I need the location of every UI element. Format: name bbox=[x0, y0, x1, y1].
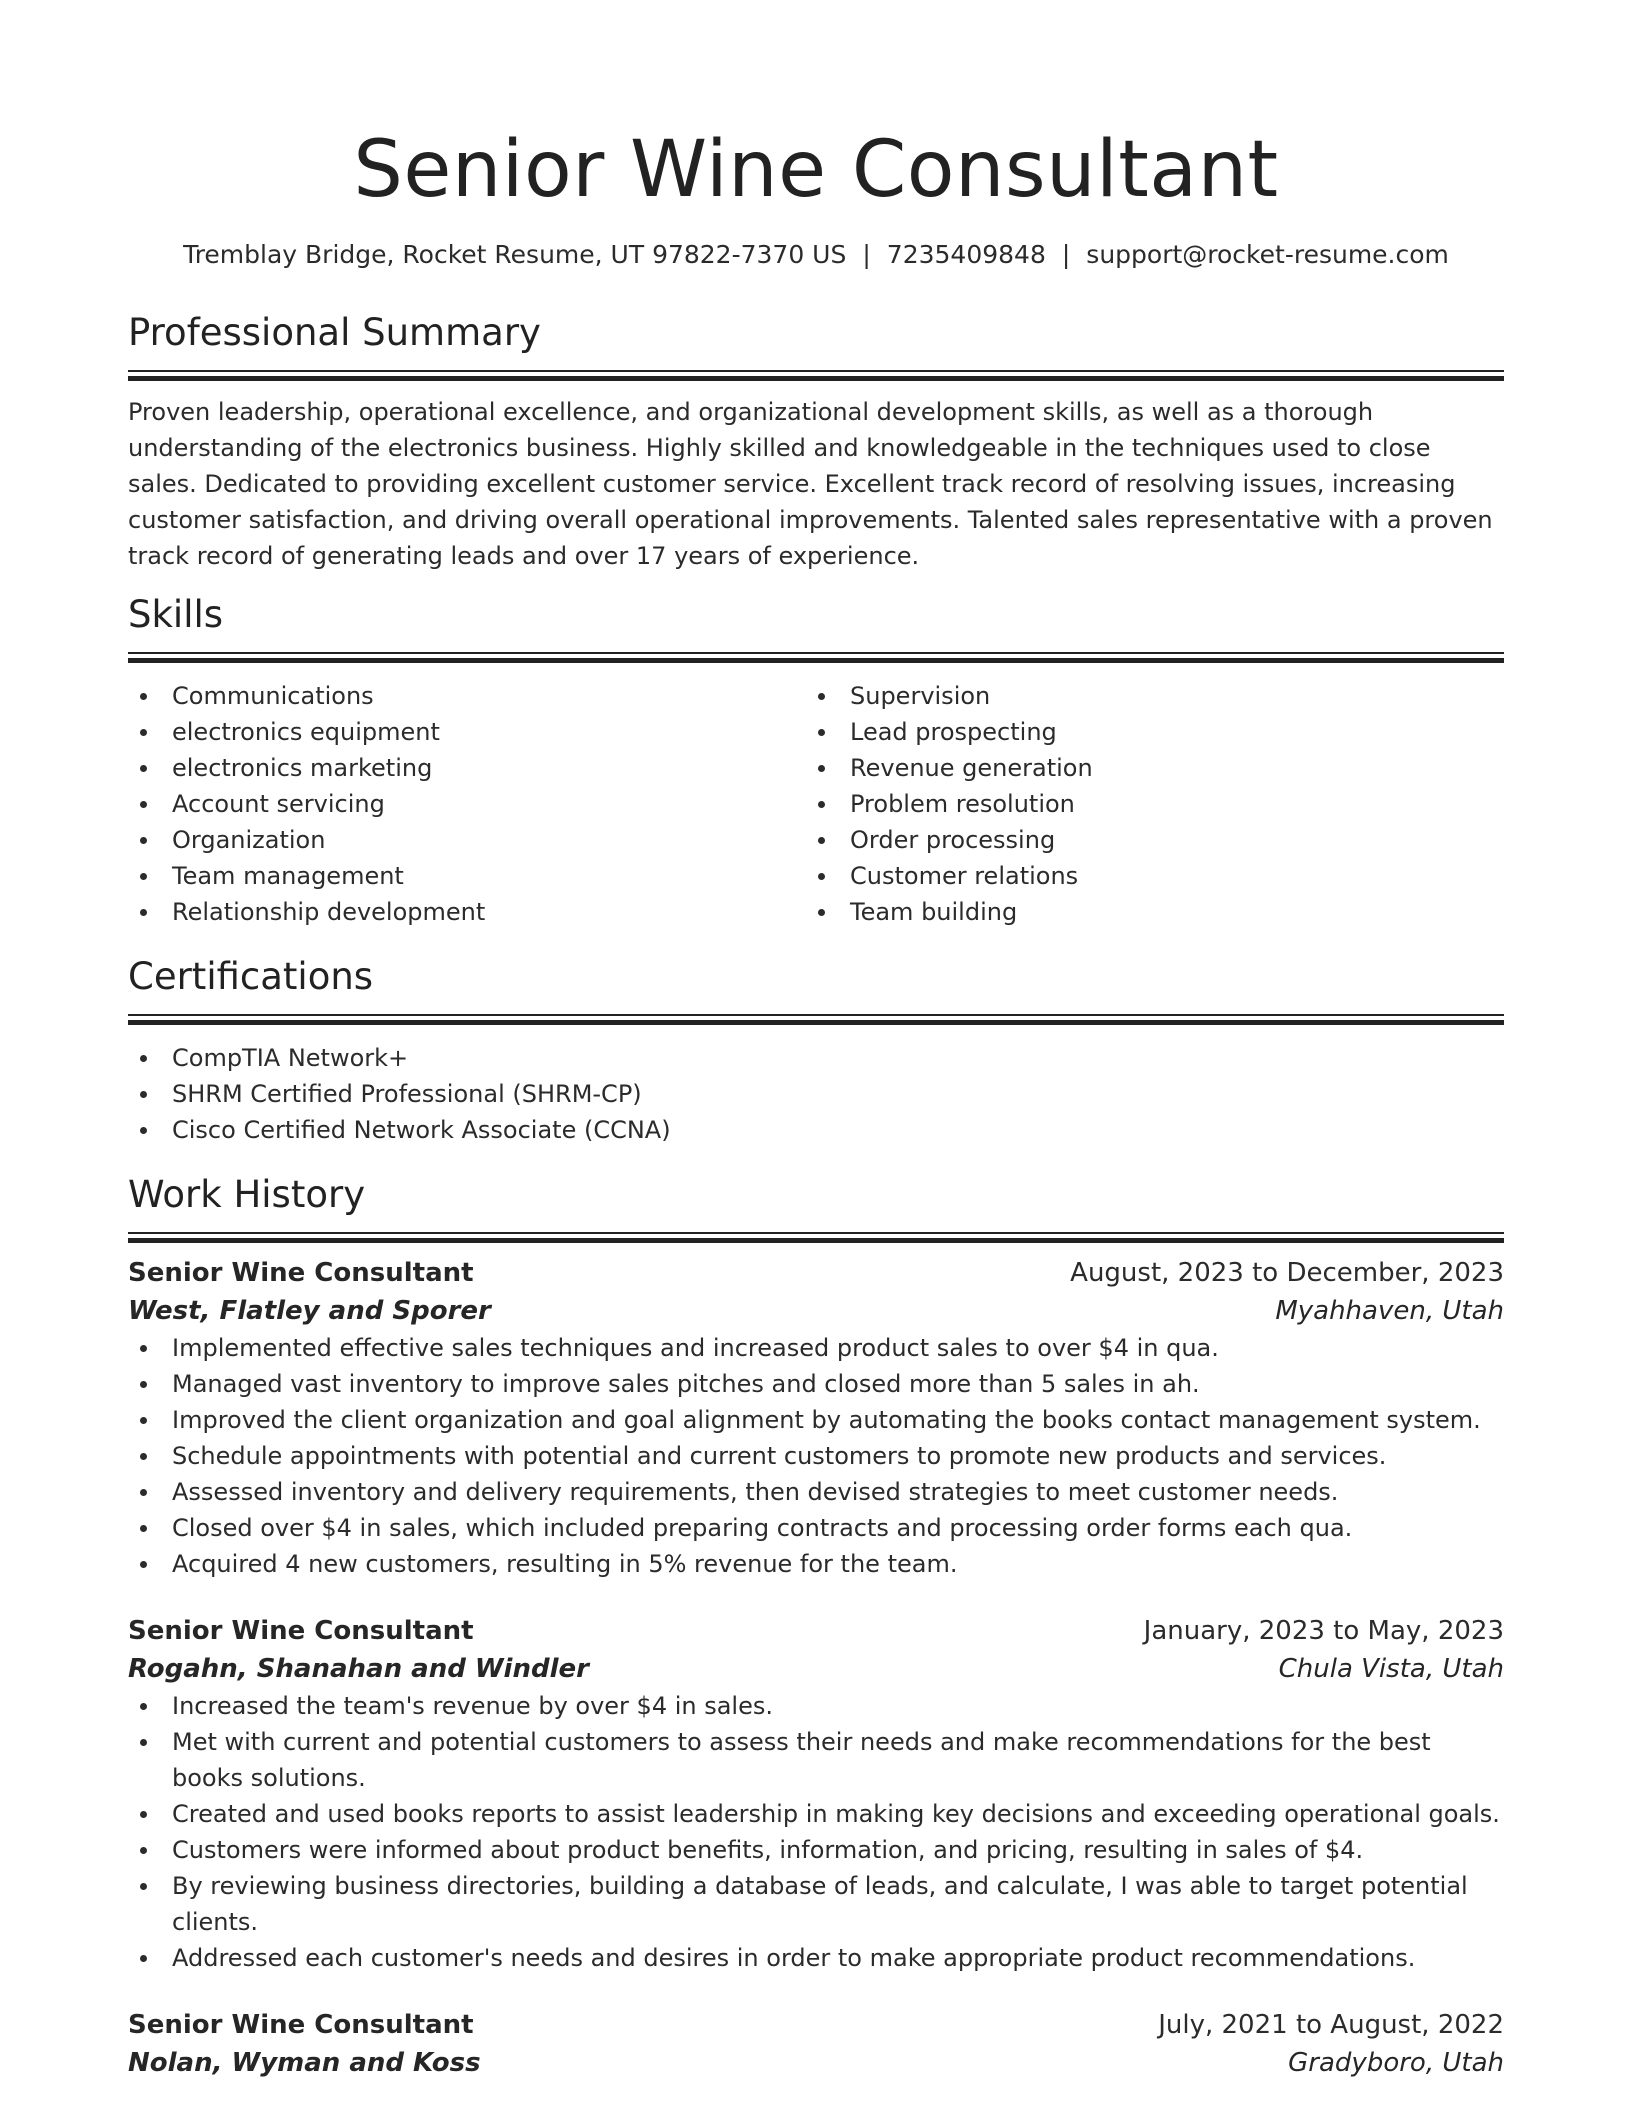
skills-section bbox=[128, 590, 1504, 930]
job-title: Senior Wine Consultant bbox=[128, 2010, 474, 2040]
job-bullets bbox=[128, 1330, 1504, 1582]
skill-item: Organization bbox=[128, 822, 806, 858]
section-divider bbox=[128, 1014, 1504, 1024]
job-dates: January, 2023 to May, 2023 bbox=[1143, 1616, 1504, 1646]
job-dates: July, 2021 to August, 2022 bbox=[1158, 2010, 1504, 2040]
certification-item: CompTIA Network+ bbox=[128, 1040, 1504, 1076]
job-bullet: Assessed inventory and delivery requirements, then devised strategies to meet customer needs. bbox=[128, 1474, 1504, 1510]
job-company: Nolan, Wyman and Koss bbox=[128, 2048, 481, 2078]
skills-list-left bbox=[128, 678, 806, 930]
skill-item: Relationship development bbox=[128, 894, 806, 930]
certifications-section bbox=[128, 952, 1504, 1148]
resume-title: Senior Wine Consultant bbox=[353, 125, 1279, 215]
skill-item: Account servicing bbox=[128, 786, 806, 822]
job-title: Senior Wine Consultant bbox=[128, 1616, 474, 1646]
skill-item: Order processing bbox=[806, 822, 1484, 858]
skill-item: Lead prospecting bbox=[806, 714, 1484, 750]
job-bullet: Acquired 4 new customers, resulting in 5% revenue for the team. bbox=[128, 1546, 1504, 1582]
job-title: Senior Wine Consultant bbox=[128, 1258, 474, 1288]
job-dates: August, 2023 to December, 2023 bbox=[1070, 1258, 1504, 1288]
skill-item: electronics marketing bbox=[128, 750, 806, 786]
job-bullet: Addressed each customer's needs and desires in order to make appropriate product recommendations. bbox=[128, 1940, 1504, 1976]
contact-phone: 7235409848 bbox=[886, 240, 1046, 269]
section-divider bbox=[128, 1232, 1504, 1242]
job-entry bbox=[128, 1612, 1504, 1976]
job-bullet: Met with current and potential customers to assess their needs and make recommendations for the best books solutions. bbox=[128, 1724, 1504, 1796]
summary-text: Proven leadership, operational excellence, and organizational development skills, as well as a thorough understanding of the electronics business. Highly skilled and knowledgeable in the techniques used to close sales. Dedicated to providing excellent customer service. Excellent track record of resolving issues, increasing customer satisfaction, and driving overall operational improvements. Talented sales representative with a proven track record of generating leads and over 17 years of experience. bbox=[128, 398, 1493, 570]
certification-item: Cisco Certified Network Associate (CCNA) bbox=[128, 1112, 1504, 1148]
job-bullet: Customers were informed about product benefits, information, and pricing, resulting in sales of $4. bbox=[128, 1832, 1504, 1868]
skills-list-right bbox=[806, 678, 1484, 930]
job-bullet: Closed over $4 in sales, which included preparing contracts and processing order forms each qua. bbox=[128, 1510, 1504, 1546]
certification-item: SHRM Certified Professional (SHRM-CP) bbox=[128, 1076, 1504, 1112]
certifications-list bbox=[128, 1040, 1504, 1148]
section-divider bbox=[128, 652, 1504, 662]
skill-item: Problem resolution bbox=[806, 786, 1484, 822]
job-location: Gradyboro, Utah bbox=[1288, 2048, 1504, 2078]
job-entry bbox=[128, 1254, 1504, 1582]
job-bullet: Managed vast inventory to improve sales pitches and closed more than 5 sales in ah. bbox=[128, 1366, 1504, 1402]
job-company: Rogahn, Shanahan and Windler bbox=[128, 1654, 589, 1684]
skill-item: Team management bbox=[128, 858, 806, 894]
contact-separator: | bbox=[862, 240, 871, 269]
skill-item: electronics equipment bbox=[128, 714, 806, 750]
contact-line bbox=[128, 238, 1504, 272]
skills-heading: Skills bbox=[128, 593, 224, 636]
job-company: West, Flatley and Sporer bbox=[128, 1296, 491, 1326]
contact-email: support@rocket-resume.com bbox=[1086, 240, 1449, 269]
job-bullet: Implemented effective sales techniques and increased product sales to over $4 in qua. bbox=[128, 1330, 1504, 1366]
certifications-heading: Certifications bbox=[128, 955, 374, 998]
work-history-section bbox=[128, 1170, 1504, 2082]
resume-page bbox=[128, 0, 1504, 2082]
job-entry bbox=[128, 2006, 1504, 2082]
job-location: Myahhaven, Utah bbox=[1275, 1296, 1504, 1326]
contact-separator: | bbox=[1061, 240, 1071, 269]
job-location: Chula Vista, Utah bbox=[1278, 1654, 1504, 1684]
job-bullet: Created and used books reports to assist leadership in making key decisions and exceeding operational goals. bbox=[128, 1796, 1504, 1832]
job-bullet: Schedule appointments with potential and current customers to promote new products and services. bbox=[128, 1438, 1504, 1474]
job-bullet: Improved the client organization and goal alignment by automating the books contact management system. bbox=[128, 1402, 1504, 1438]
skill-item: Revenue generation bbox=[806, 750, 1484, 786]
summary-heading: Professional Summary bbox=[128, 311, 541, 354]
section-divider bbox=[128, 370, 1504, 380]
job-bullet: Increased the team's revenue by over $4 in sales. bbox=[128, 1688, 1504, 1724]
work-history-heading: Work History bbox=[128, 1173, 366, 1216]
skill-item: Communications bbox=[128, 678, 806, 714]
job-bullets bbox=[128, 1688, 1504, 1976]
summary-section bbox=[128, 308, 1504, 574]
contact-address: Tremblay Bridge, Rocket Resume, UT 97822-7370 US bbox=[183, 240, 847, 269]
skills-columns bbox=[128, 678, 1504, 930]
skill-item: Team building bbox=[806, 894, 1484, 930]
job-bullet: By reviewing business directories, building a database of leads, and calculate, I was able to target potential clients. bbox=[128, 1868, 1504, 1940]
skill-item: Supervision bbox=[806, 678, 1484, 714]
skill-item: Customer relations bbox=[806, 858, 1484, 894]
